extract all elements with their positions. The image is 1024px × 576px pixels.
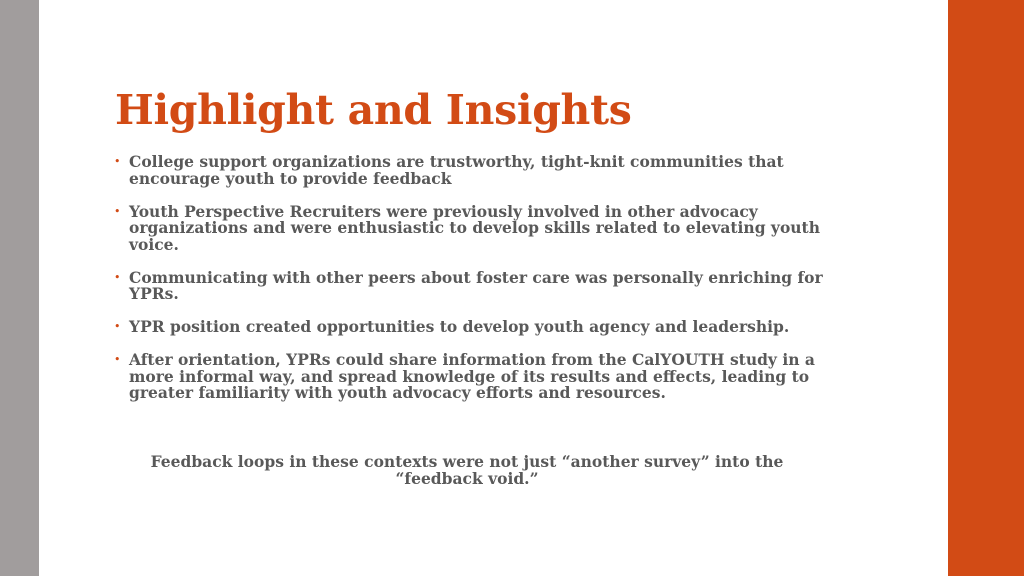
slide-title: Highlight and Insights	[115, 86, 632, 134]
bullet-item	[112, 154, 832, 187]
bullet-dot-icon: •	[114, 155, 121, 168]
bullet-list	[112, 154, 832, 418]
bullet-item	[112, 267, 832, 303]
right-accent-bar	[948, 0, 1024, 576]
bullet-text: College support organizations are trustworthy, tight-knit communities that encourage youth to provide feedback	[129, 152, 784, 188]
bullet-text: Communicating with other peers about foster care was personally enriching for YPRs.	[129, 267, 823, 303]
conclusion-text: Feedback loops in these contexts were not just “another survey” into the “feedback void.”	[150, 452, 784, 488]
bullet-dot-icon: •	[114, 270, 121, 284]
bullet-item	[112, 352, 832, 402]
bullet-dot-icon: •	[114, 204, 121, 218]
bullet-text: After orientation, YPRs could share information from the CalYOUTH study in a more informal way, and spread knowledge of its results and effects, leading to greater familiarity with youth advocacy efforts and resources.	[129, 350, 815, 402]
bullet-text: YPR position created opportunities to develop youth agency and leadership.	[129, 317, 790, 336]
bullet-dot-icon: •	[114, 320, 121, 333]
bullet-item	[112, 201, 832, 254]
bullet-dot-icon: •	[114, 353, 121, 366]
bullet-item	[112, 319, 832, 336]
left-accent-bar	[0, 0, 39, 576]
bullet-text: Youth Perspective Recruiters were previously involved in other advocacy organizations and were enthusiastic to develop skills related to elevating youth voice.	[129, 201, 820, 254]
